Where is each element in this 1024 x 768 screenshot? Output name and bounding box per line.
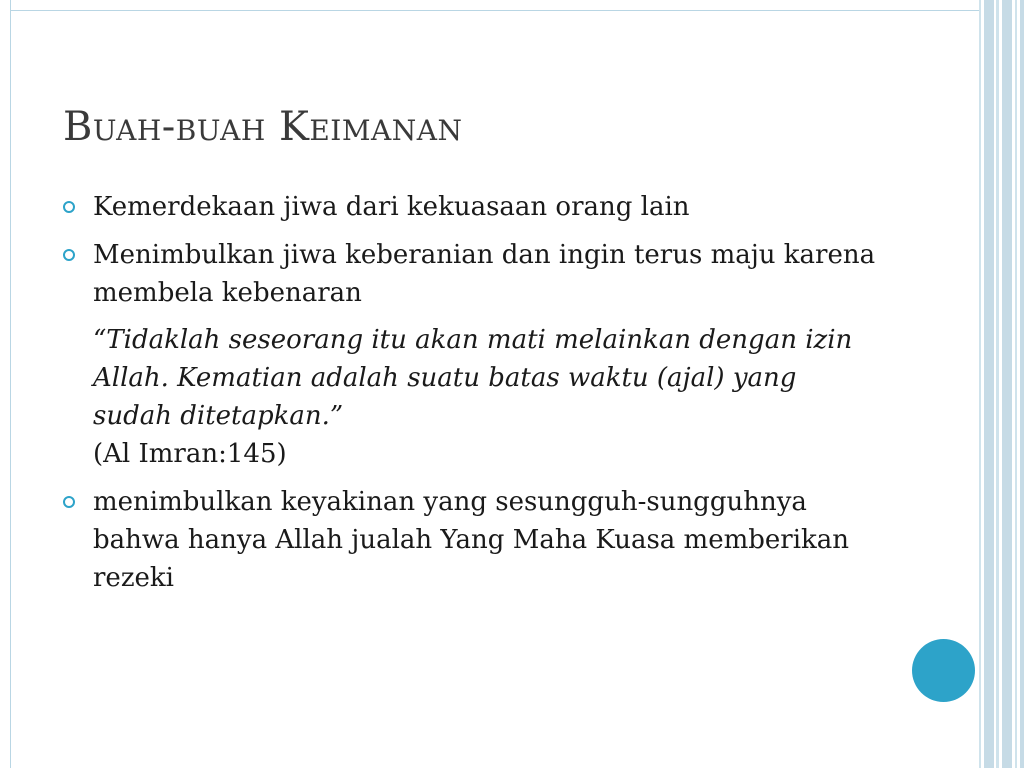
slide-title: Buah-buah Keimanan <box>63 104 463 150</box>
bullet-item <box>63 483 883 597</box>
bullet-icon <box>63 496 75 508</box>
slide-content <box>63 188 883 607</box>
bullet-icon <box>63 249 75 261</box>
bullet-text: menimbulkan keyakinan yang sesungguh-sungguhnya bahwa hanya Allah jualah Yang Maha Kuasa memberikan rezeki <box>93 487 850 593</box>
decor-stripe <box>1002 0 1012 768</box>
decor-stripe <box>1015 0 1017 768</box>
decor-circle <box>912 639 975 702</box>
slide-border-left <box>10 0 11 768</box>
slide-border-top <box>10 10 980 11</box>
bullet-item <box>63 188 883 226</box>
decor-stripe <box>979 0 981 768</box>
bullet-text: Kemerdekaan jiwa dari kekuasaan orang lain <box>93 192 690 222</box>
decor-stripe <box>1020 0 1024 768</box>
bullet-icon <box>63 201 75 213</box>
decor-stripe <box>996 0 999 768</box>
bullet-item <box>63 236 883 312</box>
quote-text: “Tidaklah seseorang itu akan mati melainkan dengan izin Allah. Kematian adalah suatu batas waktu (ajal) yang sudah ditetapkan.” <box>93 325 853 431</box>
decor-stripe <box>984 0 994 768</box>
quote-source: (Al Imran:145) <box>93 439 287 469</box>
bullet-text: Menimbulkan jiwa keberanian dan ingin terus maju karena membela kebenaran <box>93 240 876 308</box>
quote-block <box>63 321 883 473</box>
